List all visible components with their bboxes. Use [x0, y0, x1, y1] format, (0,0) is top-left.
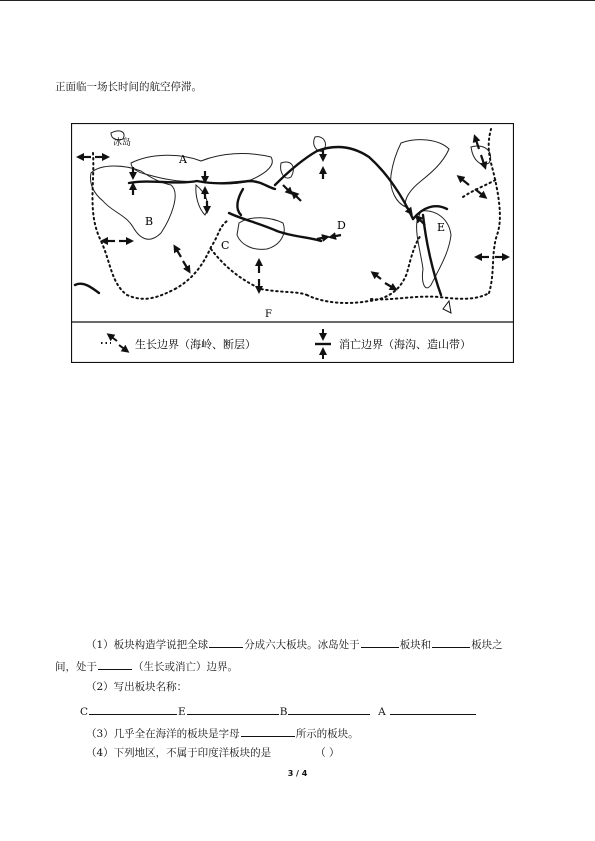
legend-growing-label: 生长边界（海岭、断层） [135, 338, 256, 351]
question-3: （3）几乎全在海洋的板块是字母 所示的板块。 [86, 725, 359, 741]
question-1-line-2: 间，处于 （生长或消亡）边界。 [55, 658, 238, 674]
page-number: 3 / 4 [287, 769, 308, 778]
plate-label-c: C [221, 239, 230, 252]
q2-blank-a[interactable] [390, 703, 476, 715]
plate-map-figure [71, 123, 514, 363]
q2-blank-b[interactable] [288, 703, 370, 715]
plate-label-b: B [145, 215, 154, 228]
plate-label-a: A [179, 153, 187, 166]
plate-label-d: D [337, 219, 346, 232]
top-rule [0, 0, 595, 1]
q2-blank-e[interactable] [187, 703, 279, 715]
question-4: （4）下列地区，不属于印度洋板块的是 （ ） [86, 747, 340, 759]
q3-blank[interactable] [241, 725, 295, 737]
q1-blank-3[interactable] [432, 636, 470, 648]
iceland-label: 冰岛 [113, 138, 132, 148]
intro-text: 正面临一场长时间的航空停滞。 [55, 81, 202, 93]
legend-subducting-label: 消亡边界（海沟、造山带） [339, 338, 471, 351]
q1-blank-4[interactable] [98, 658, 132, 670]
q4-answer-paren[interactable]: （ ） [315, 747, 340, 759]
plate-label-e: E [437, 221, 446, 234]
question-1-line-1: （1）板块构造学说把全球 分成六大板块。冰岛处于 板块和 板块之 [86, 636, 503, 652]
q1-blank-1[interactable] [209, 636, 243, 648]
plate-label-f: F [265, 309, 272, 320]
q1-blank-2[interactable] [361, 636, 399, 648]
q2-blank-c[interactable] [89, 703, 177, 715]
question-2-title: （2）写出板块名称： [86, 681, 188, 693]
map-frame [72, 124, 514, 363]
question-2-answers: C E B A [80, 703, 477, 719]
plate-map-svg [71, 123, 514, 363]
